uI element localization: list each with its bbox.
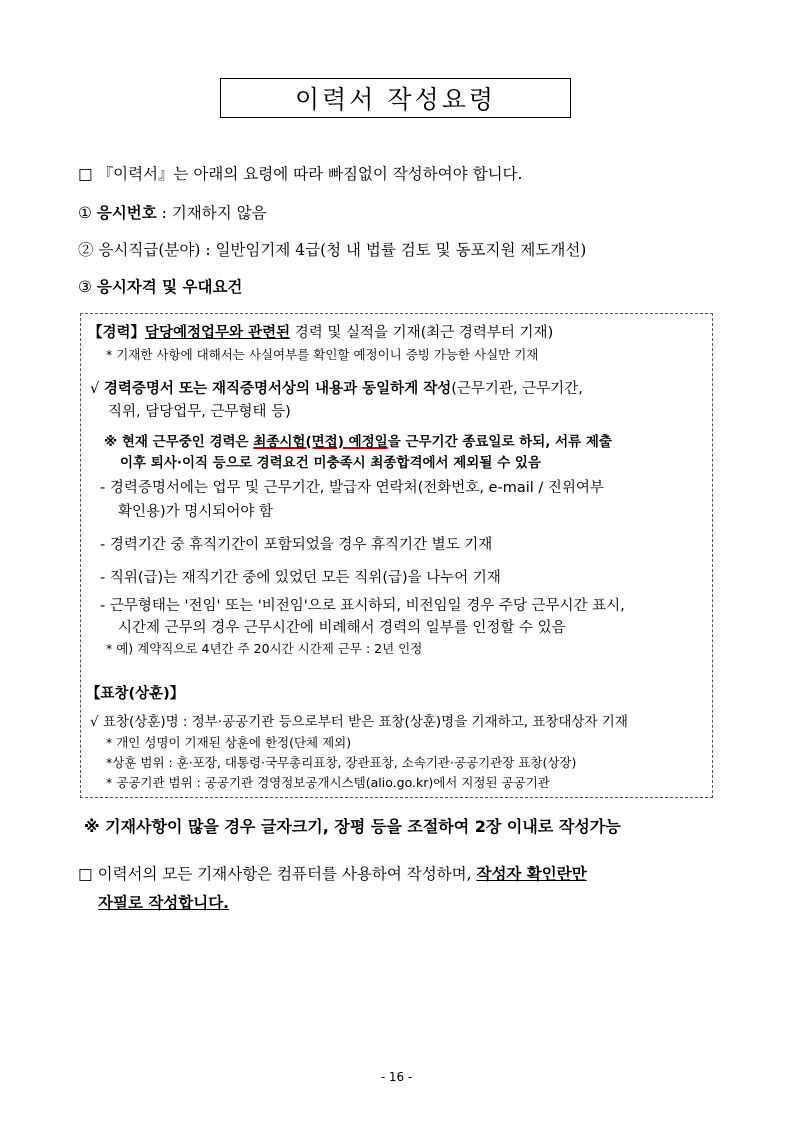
- career-dash-2: - 경력기간 중 휴직기간이 포함되었을 경우 휴직기간 별도 기재: [100, 537, 493, 553]
- career-dash-3: - 직위(급)는 재직기간 중에 있었던 모든 직위(급)을 나누어 기재: [100, 570, 501, 586]
- document-title: 이력서 작성요령: [220, 78, 571, 118]
- item-text: : 기재하지 않음: [156, 204, 267, 222]
- career-heading: [88, 321, 553, 342]
- final-emphasis-2: 자필로 작성합니다.: [98, 894, 230, 912]
- career-dash-4-line2: 시간제 근무의 경우 근무시간에 비례해서 경력의 일부를 인정할 수 있음: [118, 620, 566, 636]
- career-check-bold: 경력증명서 또는 재직증명서상의 내용과 동일하게 작성: [103, 381, 452, 397]
- item-3: [78, 275, 242, 297]
- career-check: [90, 377, 583, 398]
- career-example: * 예) 계약직으로 4년간 주 20시간 시간제 근무 : 2년 인정: [106, 641, 423, 656]
- award-note-2: *상훈 범위 : 훈·포장, 대통령·국무총리표창, 장관표창, 소속기관·공공기관장 표창(상장): [106, 755, 577, 770]
- career-check-rest: (근무기관, 근무기간,: [451, 381, 583, 397]
- reference-mark-icon: ※: [104, 434, 118, 450]
- item-number: ③: [78, 278, 92, 296]
- final-instruction: [78, 862, 587, 884]
- warning-underlined: 최종시험(면접) 예정일: [253, 434, 388, 450]
- checkbox-icon: □: [78, 865, 93, 883]
- career-note: * 기재한 사항에 대해서는 사실여부를 확인할 예정이니 증빙 가능한 사실만 기재: [106, 347, 539, 362]
- item-label: 응시자격 및 우대요건: [96, 278, 243, 296]
- career-warning-line2: 이후 퇴사·이직 등으로 경력요건 미충족시 최종합격에서 제외될 수 있음: [120, 455, 541, 471]
- career-heading-bracket: 【경력】: [88, 325, 146, 341]
- item-text: 응시직급(분야) : 일반임기제 4급(청 내 법률 검토 및 동포지원 제도개선): [98, 241, 587, 259]
- final-text: 이력서의 모든 기재사항은 컴퓨터를 사용하여 작성하며,: [97, 865, 477, 883]
- career-dash-4: - 근무형태는 '전임' 또는 '비전임'으로 표시하되, 비전임일 경우 주당 근무시간 표시,: [100, 598, 625, 614]
- item-1: [78, 201, 267, 223]
- page-limit-note: ※ 기재사항이 많을 경우 글자크기, 장평 등을 조절하여 2장 이내로 작성가능: [84, 817, 621, 836]
- award-check: √ 표창(상훈)명 : 정부·공공기관 등으로부터 받은 표창(상훈)명을 기재하고, 표창대상자 기재: [90, 714, 628, 730]
- career-dash-1-line2: 확인용)가 명시되어야 함: [118, 504, 273, 520]
- career-warning: [104, 430, 612, 450]
- item-2: [78, 238, 586, 260]
- career-check-line2: 직위, 담당업무, 근무형태 등): [108, 404, 291, 420]
- career-dash-1: - 경력증명서에는 업무 및 근무기간, 발급자 연락처(전화번호, e-mail / 진위여부: [100, 480, 604, 496]
- award-note-1: * 개인 성명이 기재된 상훈에 한정(단체 제외): [106, 735, 352, 750]
- warning-text-a: 현재 근무중인 경력은: [121, 434, 254, 450]
- page-number: - 16 -: [380, 1070, 413, 1084]
- career-heading-rest: 경력 및 실적을 기재(최근 경력부터 기재): [290, 325, 554, 341]
- final-emphasis-1: 작성자 확인란만: [476, 865, 587, 883]
- item-label: 응시번호: [96, 204, 157, 222]
- award-note-3: * 공공기관 범위 : 공공기관 경영정보공개시스템(alio.go.kr)에서 지정된 공공기관: [106, 775, 550, 790]
- item-number: ②: [78, 241, 94, 259]
- intro-line: [78, 162, 522, 184]
- item-number: ①: [78, 204, 92, 222]
- check-icon: √: [90, 381, 100, 397]
- warning-text-b: 을 근무기간 종료일로 하되, 서류 제출: [387, 434, 612, 450]
- career-heading-underlined: 담당예정업무와 관련된: [145, 325, 291, 341]
- intro-text: 『이력서』는 아래의 요령에 따라 빠짐없이 작성하여야 합니다.: [97, 165, 523, 183]
- checkbox-icon: □: [78, 165, 93, 183]
- award-heading: 【표창(상훈)】: [86, 686, 185, 702]
